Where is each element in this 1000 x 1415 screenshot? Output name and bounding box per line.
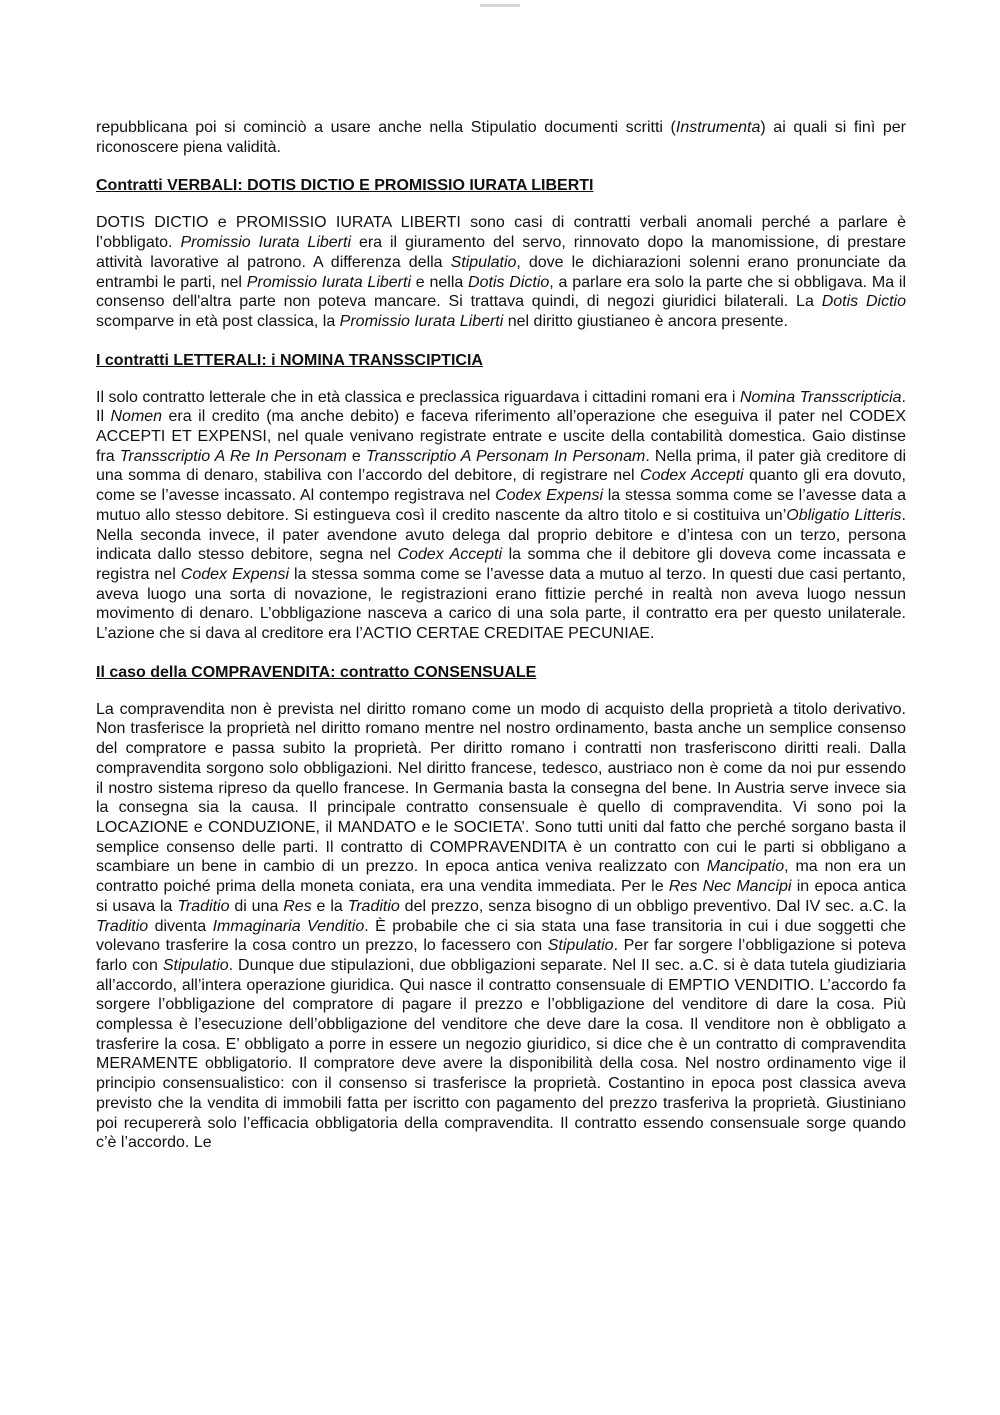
header-mark bbox=[480, 4, 520, 7]
text-run: la stessa somma come se l’avesse data a mutuo al terzo. In questi due casi pertanto, aveva luogo una sorta di novazione, le registrazioni erano fittizie perché in realtà non aveva luogo nessun movimento di denaro. L’obbligazione nasceva a carico di una sola parte, il contratto era per questo unilaterale. L’azione che si dava al creditore era l’ACTIO CERTAE CREDITAE PECUNIAE. bbox=[96, 565, 907, 643]
italic-term: Res Nec Mancipi bbox=[668, 878, 792, 896]
text-run: era il credito (ma anche debito) e faceva riferimento all’operazione che eseguiva il pater nel CODEX ACCEPTI ET EXPENSI, nel quale venivano registrate entrate e uscite della contabilità domestica. Gaio distinse fra bbox=[96, 408, 906, 465]
italic-term: Nomen bbox=[110, 408, 163, 426]
text-run: . Dunque due stipulazioni, due obbligazioni separate. Nel II sec. a.C. si è data tutela giudiziaria all’accordo, all’intera operazione giuridica. Qui nasce il contratto consensuale di EMPTIO VENDITIO. L’accordo fa sorgere l’obbligazione del compratore di pagare il prezzo e l’obbligazione del venditore di dare la cosa. Più complessa è l’esecuzione dell’obbligazione del venditore che deve dare la cosa. Il venditore non è obbligato a trasferire la cosa. E’ obbligato a porre in essere un negozio giuridico, si dice che è un contratto di compravendita MERAMENTE obbligatorio. Il compratore deve avere la disponibilità della cosa. Nel nostro ordinamento vige il principio consensualistico: con il consenso si trasferisce la proprietà. Costantino in epoca post classica aveva previsto che la vendita di immobili fatta per iscritto con pagamento del prezzo trasferiva la proprietà. Giustiniano poi recupererà solo l’efficacia obbligatoria della compravendita. Il contratto essendo consensuale sorge quando c’è l’accordo. Le bbox=[96, 956, 906, 1152]
section-body-letterali bbox=[96, 388, 906, 644]
italic-term: Promissio Iurata Liberti bbox=[180, 234, 352, 252]
text-run: DOTIS DICTIO e PROMISSIO IURATA LIBERTI sono casi di contratti verbali anomali perché a parlare è l’obbligato. bbox=[96, 214, 906, 252]
text-run: la stessa somma come se l’avesse data a mutuo allo stesso debitore. Si estingueva così il credito nascente da altro titolo e si costituiva un’ bbox=[96, 487, 907, 524]
text-run: e nella bbox=[411, 273, 469, 291]
italic-term: Stipulatio bbox=[162, 956, 229, 974]
italic-term: Dotis Dictio bbox=[468, 273, 550, 291]
italic-term: Transscriptio A Re In Personam bbox=[119, 447, 347, 465]
text-run: di una bbox=[229, 897, 284, 915]
text-run: era il giuramento del servo, rinnovato dopo la manomissione, di prestare attività lavorative al patrono. A differenza della bbox=[96, 234, 907, 271]
text-run: del prezzo, senza bisogno di un obbligo preventivo. Dal IV sec. a.C. la bbox=[399, 897, 907, 915]
text-run: La compravendita non è prevista nel diritto romano come un modo di acquisto della proprietà a titolo derivativo. Non trasferisce la proprietà nel diritto romano mentre nel nostro ordinamento, basta anche un semplice consenso del compratore e passa subito la proprietà. Per diritto romano i contratti non trasferiscono diritti reali. Dalla compravendita sorgono solo obbligazioni. Nel diritto francese, tedesco, austriaco non è come da noi pur essendo il nostro sistema ripreso da quello francese. In Germania basta la consegna del bene. In Austria serve invece sia la consegna sia la causa. Il principale contratto consensuale è quello di compravendita. Vi sono poi la LOCAZIONE e CONDUZIONE, il MANDATO e le SOCIETA’. Sono tutti uniti dal fatto che perché sorgano basta il semplice consenso delle parti. Il contratto di COMPRAVENDITA è un contratto con cui le parti si obbligano a scambiare un bene in cambio di un prezzo. In epoca antica veniva realizzato con bbox=[96, 700, 906, 876]
section-title-verbali: Contratti VERBALI: DOTIS DICTIO E PROMISSIO IURATA LIBERTI bbox=[96, 177, 594, 195]
section-title-compravendita: Il caso della COMPRAVENDITA: contratto CONSENSUALE bbox=[96, 663, 537, 681]
text-run: diventa bbox=[148, 917, 213, 935]
text-run: in epoca antica si usava la bbox=[96, 878, 907, 915]
text-run: . Nella prima, il pater già creditore di una somma di denaro, stabiliva con l’accordo del debitore, di registrare nel bbox=[96, 447, 907, 485]
italic-term: Traditio bbox=[177, 897, 230, 915]
text-run: nel diritto giustianeo è ancora presente. bbox=[503, 312, 788, 330]
italic-term: Codex Expensi bbox=[495, 487, 603, 505]
intro-paragraph bbox=[96, 118, 906, 157]
italic-term: Transscriptio A Personam In Personam bbox=[365, 447, 646, 465]
italic-term: Dotis Dictio bbox=[821, 293, 907, 311]
text-run: . Per far sorgere l’obbligazione si poteva farlo con bbox=[96, 937, 906, 974]
text-run: Il solo contratto letterale che in età classica e preclassica riguardava i cittadini romani era i bbox=[96, 388, 740, 406]
italic-term: Promissio Iurata Liberti bbox=[339, 312, 504, 330]
text-run: , a parlare era solo la parte che si obbligava. Ma il consenso dell'altra parte non poteva mancare. Si trattava quindi, di negozi giuridici bilaterali. La bbox=[96, 273, 907, 311]
text-run: . È probabile che ci sia stata una fase transitoria in cui i due soggetti che volevano trasferire la cosa contro un prezzo, lo facessero con bbox=[96, 917, 907, 955]
text-run: la somma che il debitore gli doveva come incassata e registra nel bbox=[96, 546, 907, 583]
text-run: . Nella seconda invece, il pater avendone avuto delega dal proprio debitore e d’intesa con un terzo, persona indicata dallo stesso debitore, segna nel bbox=[96, 506, 906, 564]
text-run: scomparve in età post classica, la bbox=[96, 312, 340, 330]
italic-term: Codex Expensi bbox=[180, 565, 290, 583]
text-run: , dove le dichiarazioni solenni erano pronunciate da entrambi le parti, nel bbox=[96, 253, 907, 291]
italic-term: Obligatio Litteris bbox=[786, 506, 902, 524]
text-run: . Il bbox=[96, 388, 906, 426]
italic-term: Traditio bbox=[96, 917, 149, 935]
text-run: e bbox=[346, 447, 366, 465]
document-page bbox=[96, 118, 906, 1153]
italic-term: Traditio bbox=[347, 897, 400, 915]
section-body-verbali bbox=[96, 213, 906, 331]
italic-term: Nomina Transscripticia bbox=[739, 388, 902, 406]
section-body-compravendita bbox=[96, 700, 906, 1153]
italic-term: Mancipatio bbox=[706, 858, 785, 876]
italic-term: Stipulatio bbox=[547, 937, 614, 955]
italic-term: Instrumenta bbox=[675, 119, 761, 136]
text-run: ) ai quali si finì per riconoscere piena validità. bbox=[96, 119, 906, 156]
italic-term: Immaginaria Venditio bbox=[212, 917, 365, 935]
text-run: , ma non era un contratto poiché prima della moneta coniata, era una vendita immediata. Per le bbox=[96, 858, 906, 896]
text-run: e la bbox=[311, 897, 348, 915]
text-run: quanto gli era dovuto, come se l’avesse incassato. Al contempo registrava nel bbox=[96, 467, 907, 505]
italic-term: Promissio Iurata Liberti bbox=[246, 273, 412, 291]
italic-term: Codex Accepti bbox=[397, 546, 503, 564]
section-title-letterali: I contratti LETTERALI: i NOMINA TRANSSCIPTICIA bbox=[96, 351, 483, 369]
italic-term: Codex Accepti bbox=[640, 467, 744, 485]
italic-term: Stipulatio bbox=[450, 253, 517, 271]
italic-term: Res bbox=[283, 897, 312, 915]
text-run: repubblicana poi si cominciò a usare anche nella Stipulatio documenti scritti ( bbox=[96, 119, 676, 136]
